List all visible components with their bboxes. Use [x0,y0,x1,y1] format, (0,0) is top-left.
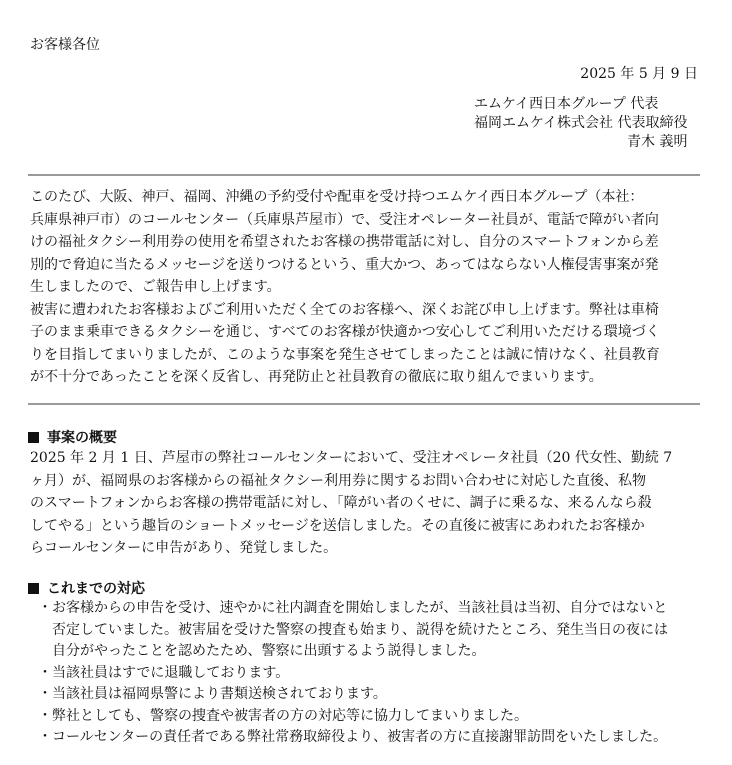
bullet-dot: ・ [38,707,52,724]
intro-paragraph [30,186,660,389]
list-item-text: お客様からの申告を受け、速やかに社内調査を開始しましたが、当該社員は当初、自分ではないと [52,600,668,616]
salutation: お客様各位 [30,37,100,53]
bullet-dot: ・ [38,729,52,745]
divider-bottom [28,403,700,405]
list-item [38,706,668,728]
document-date: 2025 年 5 月 9 日 [580,66,698,82]
divider-top [28,174,700,176]
list-item-continuation: 否定していました。被害届を受けた警察の捜査も始まり、説得を続けたところ、発生当日の夜には [52,621,668,638]
list-item-text: 当該社員はすでに退職しております。 [52,664,290,681]
intro-line: けの福祉タクシー利用券の使用を希望されたお客様の携帯電話に対し、自分のスマートフォンから差 [30,234,659,250]
list-item [38,684,668,706]
response-list [38,598,668,749]
list-item [38,663,668,685]
summary-line: してやる」という趣旨のショートメッセージを送信しました。その直後に被害にあわれたお客様か [30,517,645,534]
intro-line: 兵庫県神戸市）のコールセンター（兵庫県芦屋市）で、受注オペレーター社員が、電話で障がい者向 [30,211,659,228]
response-heading [28,578,145,598]
list-item-continuation: 自分がやったことを認めたため、警察に出頭するよう説得しました。 [52,643,486,659]
list-item-text: 弊社としても、警察の捜査や被害者の方の対応等に協力してまいりました。 [52,707,528,724]
bullet-dot: ・ [38,600,52,616]
intro-line: このたび、大阪、神戸、福岡、沖縄の予約受付や配車を受け持つエムケイ西日本グループ（本社： [30,189,644,205]
intro-line: りを目指してまいりましたが、このような事案を発生させてしまったことは誠に情けなく、社員教育 [30,346,660,363]
summary-line: ヶ月）が、福岡県のお客様からの福祉タクシー利用券に関するお問い合わせに対応した直後、私物 [30,472,646,489]
intro-line: 生しましたので、ご報告申し上げます。 [30,279,281,295]
summary-line: のスマートフォンからお客様の携帯電話に対し、「障がい者のくせに、調子に乗るな、来るんなら殺 [30,495,652,511]
intro-line: 別的で脅迫に当たるメッセージを送りつけるという、重大かつ、あってはならない人権侵害事案が発 [30,256,659,273]
intro-line: 被害に遭われたお客様およびご利用いただく全てのお客様へ、深くお詫び申し上げます。弊社は車椅 [30,301,659,318]
signer-block [474,95,687,152]
list-item [38,727,668,749]
summary-paragraph [30,447,672,560]
summary-heading [28,427,117,447]
summary-line: らコールセンターに申告があり、発覚しました。 [30,540,338,556]
square-bullet-icon [28,432,39,443]
intro-line: が不十分であったことを深く反省し、再発防止と社員教育の徹底に取り組んでまいります。 [30,369,603,385]
bullet-dot: ・ [38,686,52,702]
signer-name: 青木 義明 [627,134,688,150]
square-bullet-icon [28,583,39,594]
bullet-dot: ・ [38,664,52,681]
summary-heading-text: 事案の概要 [47,430,117,446]
list-item [38,598,668,620]
signer-company-title: 福岡エムケイ株式会社 代表取締役 [474,115,688,131]
signer-group-title: エムケイ西日本グループ 代表 [474,96,659,112]
response-heading-text: これまでの対応 [47,581,145,597]
list-item-text: 当該社員は福岡県警により書類送検されております。 [52,686,387,702]
intro-line: 子のまま乗車できるタクシーを通じ、すべてのお客様が快適かつ安心してご利用いただける環境づく [30,324,660,340]
summary-line: 2025 年 2 月 1 日、芦屋市の弊社コールセンターにおいて、受注オペレータ社員（20 代女性、勤続 7 [30,450,673,466]
list-item-text: コールセンターの責任者である弊社常務取締役より、被害者の方に直接謝罪訪問をいたしました。 [52,729,668,745]
